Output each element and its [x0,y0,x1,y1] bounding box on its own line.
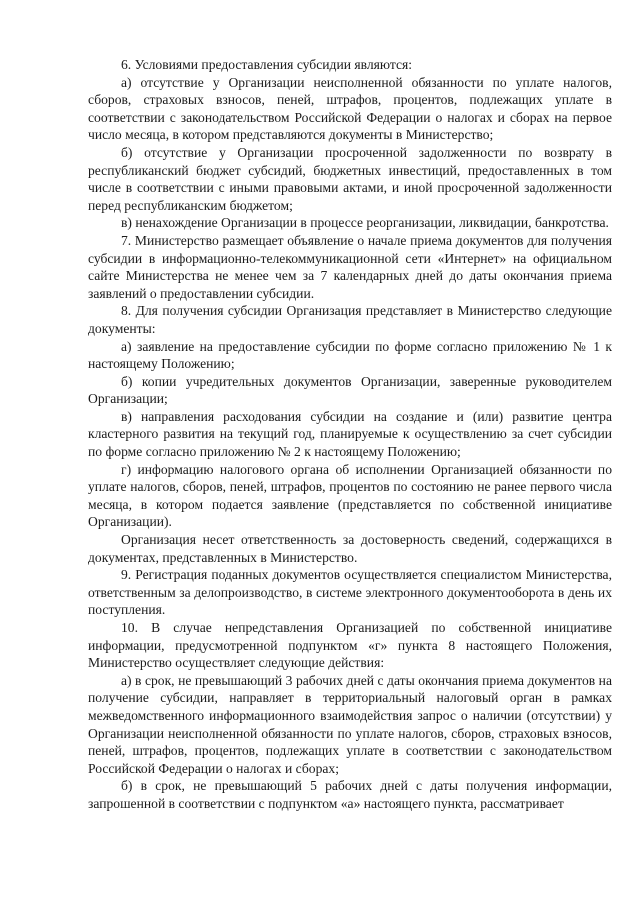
document-page [88,56,612,813]
paragraph-10a: а) в срок, не превышающий 3 рабочих дней с даты окончания приема документов на получение субсидии, направляет в территориальный налоговый орган в рамках межведомственного информационного взаимодействия запрос о наличии (отсутствии) у Организации неисполненной обязанности по уплате налогов, сборов, страховых взносов, пеней, штрафов, процентов, подлежащих уплате в соответствии с законодательством Российской Федерации о налогах и сборах; [88,672,612,776]
paragraph-10b: б) в срок, не превышающий 5 рабочих дней с даты получения информации, запрошенной в соответствии с подпунктом «а» настоящего пункта, рассматривает [88,778,612,811]
paragraph-6: 6. Условиями предоставления субсидии являются: [121,57,413,72]
paragraph-6a: а) отсутствие у Организации неисполненной обязанности по уплате налогов, сборов, страховых взносов, пеней, штрафов, процентов, подлежащих уплате в соответствии с законодательством Российской Федерации о налогах и сборах на первое число месяца, в котором представляются документы в Министерство; [88,74,612,143]
paragraph-8g: г) информацию налогового органа об исполнении Организацией обязанности по уплате налогов, сборов, пеней, штрафов, процентов по состоянию не ранее первого числа месяца, в котором подается заявление (представляется по собственной инициативе Организации). [88,461,612,530]
paragraph-8b: б) копии учредительных документов Организации, заверенные руководителем Организации; [88,373,612,407]
paragraph-8-responsibility: Организация несет ответственность за достоверность сведений, содержащихся в документах, представленных в Министерство. [88,532,612,565]
paragraph-8: 8. Для получения субсидии Организация представляет в Министерство следующие документы: [88,303,612,336]
paragraph-7: 7. Министерство размещает объявление о начале приема документов для получения субсидии в информационно-телекоммуникационной сети «Интернет» на официальном сайте Министерства не менее чем за 7 календарных дней до даты окончания приема заявлений о предоставлении субсидии. [88,232,612,301]
paragraph-9: 9. Регистрация поданных документов осуществляется специалистом Министерства, ответственным за делопроизводство, в системе электронного документооборота в день их поступления. [88,567,612,618]
paragraph-6b: б) отсутствие у Организации просроченной задолженности по возврату в республиканский бюджет субсидий, бюджетных инвестиций, предоставленных в том числе в соответствии с иными правовыми актами, и иной просроченной задолженности перед республиканским бюджетом; [88,144,612,213]
paragraph-8v: в) направления расходования субсидии на создание и (или) развитие центра кластерного развития на текущий год, планируемые к осуществлению за счет субсидии по форме согласно приложению № 2 к настоящему Положению; [88,408,612,460]
paragraph-6v: в) ненахождение Организации в процессе реорганизации, ликвидации, банкротства. [121,215,609,231]
paragraph-8a: а) заявление на предоставление субсидии по форме согласно приложению № 1 к настоящему Положению; [88,338,612,372]
paragraph-10: 10. В случае непредставления Организацией по собственной инициативе информации, предусмотренной подпунктом «г» пункта 8 настоящего Положения, Министерство осуществляет следующие действия: [88,620,612,671]
